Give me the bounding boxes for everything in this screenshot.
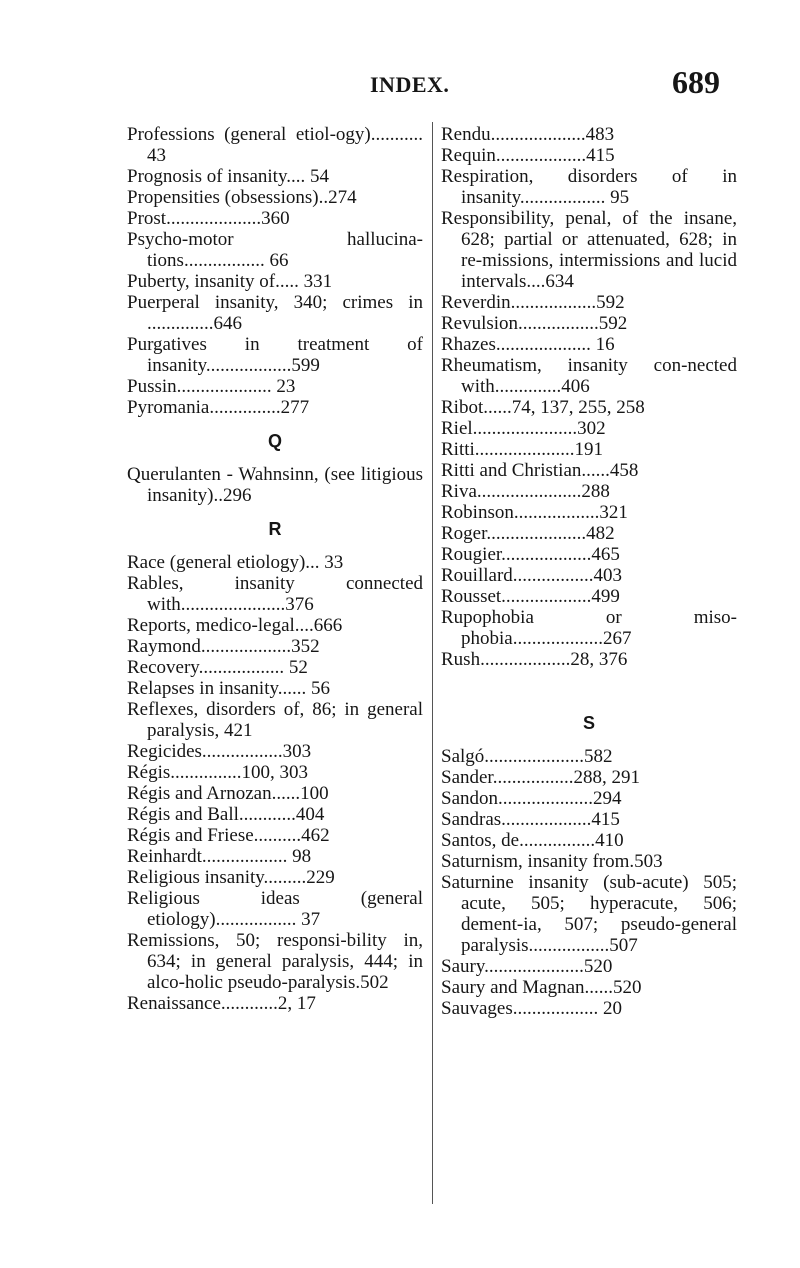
index-entry: Reports, medico-legal....666 (127, 615, 343, 636)
index-entry: Regicides.................303 (127, 741, 312, 762)
index-entry: Renaissance............2, 17 (127, 993, 316, 1014)
index-entry: Rousset...................499 (441, 586, 620, 607)
index-entry: Ritti.....................191 (441, 439, 604, 460)
index-entry: Roger.....................482 (441, 523, 615, 544)
section-letter: R (268, 519, 282, 539)
index-entry: Riva......................288 (441, 481, 610, 502)
index-entry: Sander.................288, 291 (441, 767, 640, 788)
index-entry: Santos, de................410 (441, 830, 624, 851)
index-entry: Pyromania...............277 (127, 397, 310, 418)
index-column-left (127, 124, 423, 1014)
index-entry: Rush...................28, 376 (441, 649, 628, 670)
index-entry: Rupophobia or miso-phobia...................267 (441, 607, 737, 649)
index-entry: Robinson..................321 (441, 502, 628, 523)
index-entry: Régis and Friese..........462 (127, 825, 330, 846)
index-column-right (441, 124, 737, 1019)
index-entry: Rendu....................483 (441, 124, 615, 145)
index-entry: Salgó.....................582 (441, 746, 613, 767)
index-entry: Saury.....................520 (441, 956, 613, 977)
index-entry: Remissions, 50; responsi-bility in, 634; in general paralysis, 444; in alco-holic pseudo-paralysis.502 (127, 930, 423, 993)
index-entry: Saturnism, insanity from.503 (441, 851, 663, 872)
index-entry: Sandon....................294 (441, 788, 622, 809)
index-entry: Professions (general etiol-ogy)........... 43 (127, 124, 423, 166)
index-entry: Querulanten - Wahnsinn, (see litigious insanity)..296 (127, 464, 423, 506)
index-entry: Prognosis of insanity.... 54 (127, 166, 329, 187)
index-entry: Sauvages.................. 20 (441, 998, 623, 1019)
section-letter: S (582, 713, 595, 733)
index-entry: Puerperal insanity, 340; crimes in ..............646 (127, 292, 423, 334)
index-entry: Sandras...................415 (441, 809, 620, 830)
column-divider (432, 122, 433, 1204)
index-entry: Rables, insanity connected with......................376 (127, 573, 423, 615)
index-entry: Puberty, insanity of..... 331 (127, 271, 333, 292)
spacer (441, 670, 737, 700)
index-entry: Rougier...................465 (441, 544, 620, 565)
index-entry: Régis and Arnozan......100 (127, 783, 329, 804)
index-entry: Prost....................360 (127, 208, 290, 229)
index-entry: Respiration, disorders of in insanity.................. 95 (441, 166, 737, 208)
index-entry: Ribot......74, 137, 255, 258 (441, 397, 645, 418)
index-entry: Rhazes.................... 16 (441, 334, 615, 355)
index-entry: Religious insanity.........229 (127, 867, 335, 888)
index-entry: Revulsion.................592 (441, 313, 628, 334)
index-entry: Raymond...................352 (127, 636, 320, 657)
index-entry: Race (general etiology)... 33 (127, 552, 344, 573)
index-entry: Propensities (obsessions)..274 (127, 187, 357, 208)
page-number: 689 (672, 64, 720, 100)
running-head: INDEX. (370, 72, 450, 97)
index-entry: Régis...............100, 303 (127, 762, 309, 783)
index-entry: Rheumatism, insanity con-nected with..............406 (441, 355, 737, 397)
section-letter: Q (267, 431, 282, 451)
index-entry: Reverdin..................592 (441, 292, 625, 313)
index-entry: Relapses in insanity...... 56 (127, 678, 330, 699)
index-entry: Riel......................302 (441, 418, 606, 439)
index-entry: Purgatives in treatment of insanity..................599 (127, 334, 423, 376)
index-entry: Ritti and Christian......458 (441, 460, 639, 481)
index-entry: Religious ideas (general etiology)................. 37 (127, 888, 423, 930)
index-entry: Responsibility, penal, of the insane, 628; partial or attenuated, 628; in re-missions, intermissions and lucid intervals....634 (441, 208, 737, 292)
index-entry: Requin...................415 (441, 145, 615, 166)
index-entry: Reinhardt.................. 98 (127, 846, 312, 867)
index-entry: Régis and Ball............404 (127, 804, 325, 825)
index-entry: Pussin.................... 23 (127, 376, 296, 397)
index-entry: Saury and Magnan......520 (441, 977, 642, 998)
index-entry: Recovery.................. 52 (127, 657, 308, 678)
index-entry: Psycho-motor hallucina-tions................. 66 (127, 229, 423, 271)
index-entry: Saturnine insanity (sub-acute) 505; acute, 505; hyperacute, 506; dement-ia, 507; pseudo-general paralysis.................507 (441, 872, 737, 956)
index-entry: Reflexes, disorders of, 86; in general paralysis, 421 (127, 699, 423, 741)
index-entry: Rouillard.................403 (441, 565, 623, 586)
